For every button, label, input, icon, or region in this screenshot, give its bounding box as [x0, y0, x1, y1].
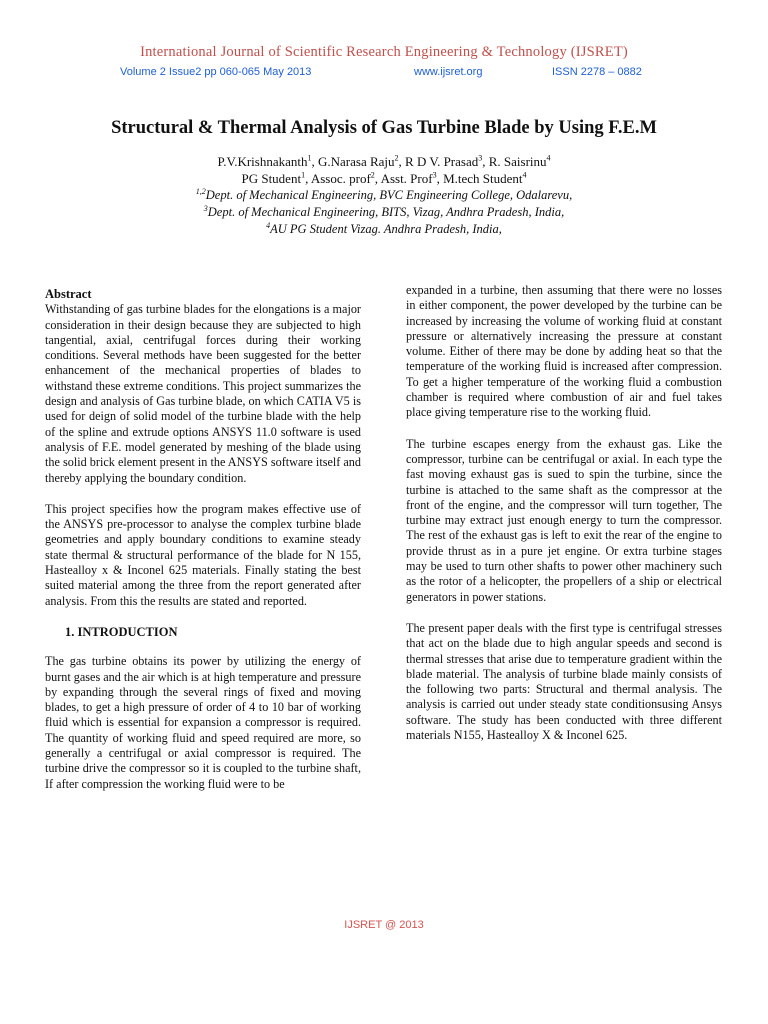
author-name: , R. Saisrinu — [482, 154, 547, 169]
journal-name: International Journal of Scientific Research Engineering & Technology (IJSRET) — [140, 44, 628, 60]
introduction-heading: 1. INTRODUCTION — [65, 624, 178, 639]
role-sup: 3 — [432, 170, 437, 180]
abstract-heading: Abstract — [45, 287, 92, 301]
author-names — [0, 153, 768, 170]
paper-title: Structural & Thermal Analysis of Gas Turbine Blade by Using F.E.M — [111, 118, 657, 138]
role-sup: 1 — [301, 170, 306, 180]
author-name: , R D V. Prasad — [398, 154, 479, 169]
aff-text: Dept. of Mechanical Engineering, BITS, Vizag, Andhra Pradesh, India, — [207, 205, 565, 219]
page-footer: IJSRET @ 2013 — [344, 919, 424, 931]
author-name: P.V.Krishnakanth — [217, 154, 308, 169]
abstract-paragraph-2: This project specifies how the program makes effective use of the ANSYS pre-processor to analyse the complex turbine blade geometries and apply boundary conditions to examine steady state thermal & structural performance of the blade for N 155, Hastealloy x & Inconel 625 materials. Finally stating the best suited material among the three from the report generated after analysis. From this the results are stated and reported. — [45, 501, 361, 608]
issn: ISSN 2278 – 0882 — [552, 66, 642, 78]
aff-text: Dept. of Mechanical Engineering, BVC Engineering College, Odalarevu, — [205, 188, 573, 202]
intro-paragraph-1: The gas turbine obtains its power by utilizing the energy of burnt gases and the air which is at high temperature and pressure by expanding through the several rings of fixed and moving blades, to get a high pressure of order of 4 to 10 bar of working fluid which is essential for expansion a compressor is required. The quantity of working fluid and speed required are more, so generally a centrifugal or axial compressor is required. The turbine drive the compressor so it is coupled to the turbine shaft, If after compression the working fluid were to be — [45, 654, 361, 791]
intro-paragraph-3: The turbine escapes energy from the exhaust gas. Like the compressor, turbine can be centrifugal or axial. In each type the fast moving exhaust gas is sued to spin the turbine, since the turbine is attached to the same shaft as the compressor at the front of the engine, and the compressor will turn together, The turbine may extract just enough energy to turn the compressor. The rest of the exhaust gas is left to exit the rear of the engine to provide thrust as in a pure jet engine. Or extra turbine stages may be used to turn other shafts to power other machinery such as the rotor of a helicopter, the propellers of a ship or electrical generators in power stations. — [406, 436, 722, 604]
affiliation-2 — [0, 204, 768, 221]
author-role: , Asst. Prof — [374, 171, 433, 186]
journal-url[interactable]: www.ijsret.org — [414, 66, 483, 78]
volume-issue: Volume 2 Issue2 pp 060-065 May 2013 — [120, 66, 312, 78]
aff-sup: 1,2 — [195, 186, 206, 196]
aff-sup: 3 — [203, 203, 208, 213]
intro-paragraph-4: The present paper deals with the first type is centrifugal stresses that act on the blade due to high angular speeds and second is thermal stresses that arise due to temperature gradient within the blade material. The analysis of turbine blade mainly consists of the following two parts: Structural and thermal analysis. The analysis is carried out under steady state conditionsusing Ansys software. The study has been conducted with three different materials N155, Hastealloy X & Inconel 625. — [406, 620, 722, 743]
author-sup: 3 — [478, 153, 483, 163]
authors-block — [0, 153, 768, 238]
affiliation-3 — [0, 221, 768, 238]
right-column — [406, 283, 722, 759]
affiliation-1 — [0, 187, 768, 204]
role-sup: 2 — [370, 170, 375, 180]
author-name: , G.Narasa Raju — [311, 154, 395, 169]
intro-paragraph-2: expanded in a turbine, then assuming that there were no losses in either component, the power developed by the turbine can be increased by increasing the volume of working fluid at constant pressure or alternatively increasing the pressure at constant volume. Either of there may be done by adding heat so that the temperature of the working fluid is increased after compression. To get a higher temperature of the working fluid a combustion chamber is required where combustion of air and fuel takes place giving temperature rise to the working fluid. — [406, 283, 722, 420]
author-role: PG Student — [241, 171, 302, 186]
author-role: , M.tech Student — [436, 171, 523, 186]
aff-sup: 4 — [266, 220, 271, 230]
author-sup: 2 — [394, 153, 399, 163]
abstract-paragraph-1: Withstanding of gas turbine blades for the elongations is a major consideration in their design because they are subjected to high tangential, axial, centrifugal forces during their working conditions. Several methods have been suggested for the better enhancement of the mechanical properties of blades to withstand these extreme conditions. This project summarizes the design and analysis of Gas turbine blade, on which CATIA V5 is used for deign of solid model of the turbine blade with the help of the spline and extrude options ANSYS 11.0 software is used analysis of F.E. model generated by meshing of the blade using the solid brick element present in the ANSYS software itself and thereby applying the boundary condition. — [45, 302, 361, 485]
author-sup: 4 — [546, 153, 551, 163]
role-sup: 4 — [522, 170, 527, 180]
author-sup: 1 — [307, 153, 312, 163]
aff-text: AU PG Student Vizag. Andhra Pradesh, India, — [270, 222, 502, 236]
left-column — [45, 287, 361, 808]
author-role: , Assoc. prof — [305, 171, 371, 186]
author-roles — [0, 170, 768, 187]
